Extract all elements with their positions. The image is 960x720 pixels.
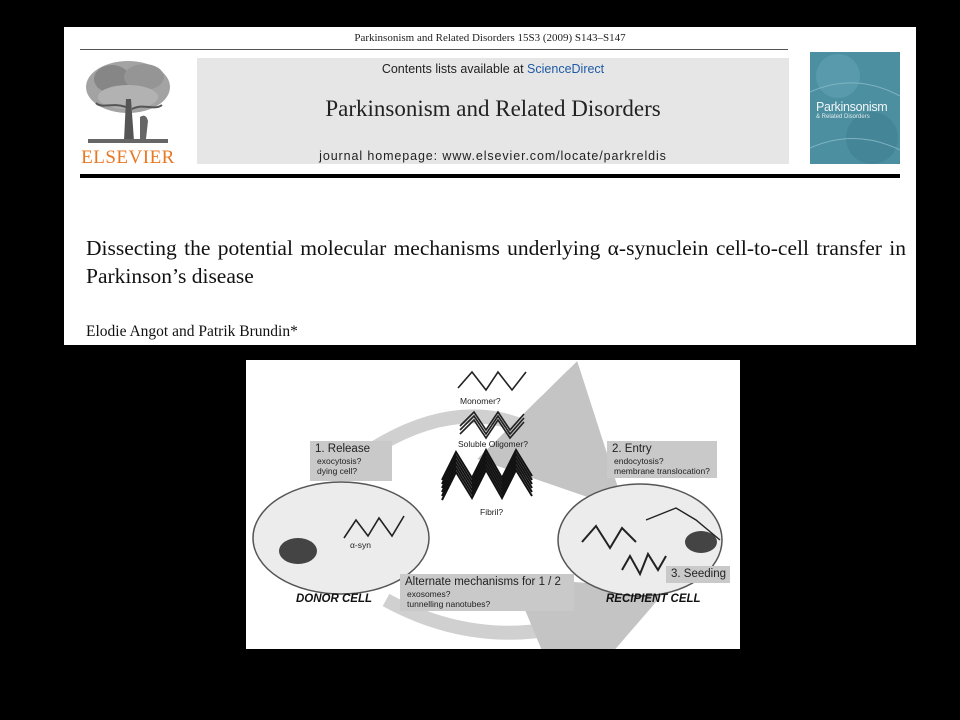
fibril-stack — [442, 450, 532, 500]
title-rule — [80, 174, 900, 178]
entry-box — [607, 441, 717, 478]
alternate-mechanisms-box — [400, 574, 574, 611]
donor-nucleus — [279, 538, 317, 564]
cover-title: Parkinsonism — [816, 100, 888, 114]
seeding-title: 3. Seeding — [671, 568, 726, 580]
alternate-title: Alternate mechanisms for 1 / 2 — [405, 576, 561, 588]
cover-subtitle: & Related Disorders — [816, 114, 870, 120]
journal-title: Parkinsonism and Related Disorders — [325, 96, 661, 121]
article-title: Dissecting the potential molecular mechanisms underlying α-synuclein cell-to-cell transfer in Parkinson’s disease — [86, 236, 906, 288]
mechanism-figure — [246, 360, 740, 649]
journal-citation: Parkinsonism and Related Disorders 15S3 (2009) S143–S147 — [354, 32, 626, 44]
monomer-label: Monomer? — [460, 396, 501, 406]
recipient-cell-label: RECIPIENT CELL — [606, 593, 701, 605]
oligomer-label: Soluble Oligomer? — [458, 439, 528, 449]
contents-prefix: Contents lists available at — [381, 62, 528, 76]
journal-homepage: journal homepage: www.elsevier.com/locate/parkreldis — [319, 149, 667, 163]
seeding-box — [666, 566, 730, 583]
alternate-line: tunnelling nanotubes? — [407, 599, 491, 609]
journal-banner — [197, 58, 789, 164]
fibril-label: Fibril? — [480, 507, 504, 517]
release-box — [310, 441, 392, 481]
release-line: dying cell? — [317, 466, 358, 476]
entry-line: endocytosis? — [614, 456, 664, 466]
monomer-strand — [458, 372, 526, 390]
entry-line: membrane translocation? — [614, 466, 710, 476]
release-title: 1. Release — [315, 443, 370, 455]
journal-cover — [810, 52, 900, 164]
entry-title: 2. Entry — [612, 443, 652, 455]
article-authors: Elodie Angot and Patrik Brundin* — [86, 323, 298, 340]
contents-line — [197, 62, 789, 76]
sciencedirect-link[interactable]: ScienceDirect — [527, 62, 605, 76]
publisher-name: ELSEVIER — [81, 147, 175, 168]
alternate-line: exosomes? — [407, 589, 451, 599]
header-divider — [80, 49, 788, 50]
release-line: exocytosis? — [317, 456, 362, 466]
paper-header — [64, 27, 916, 345]
tree-icon — [82, 57, 174, 145]
publisher-logo — [78, 57, 178, 167]
asyn-label: α-syn — [350, 540, 371, 550]
donor-cell-label: DONOR CELL — [296, 593, 373, 605]
